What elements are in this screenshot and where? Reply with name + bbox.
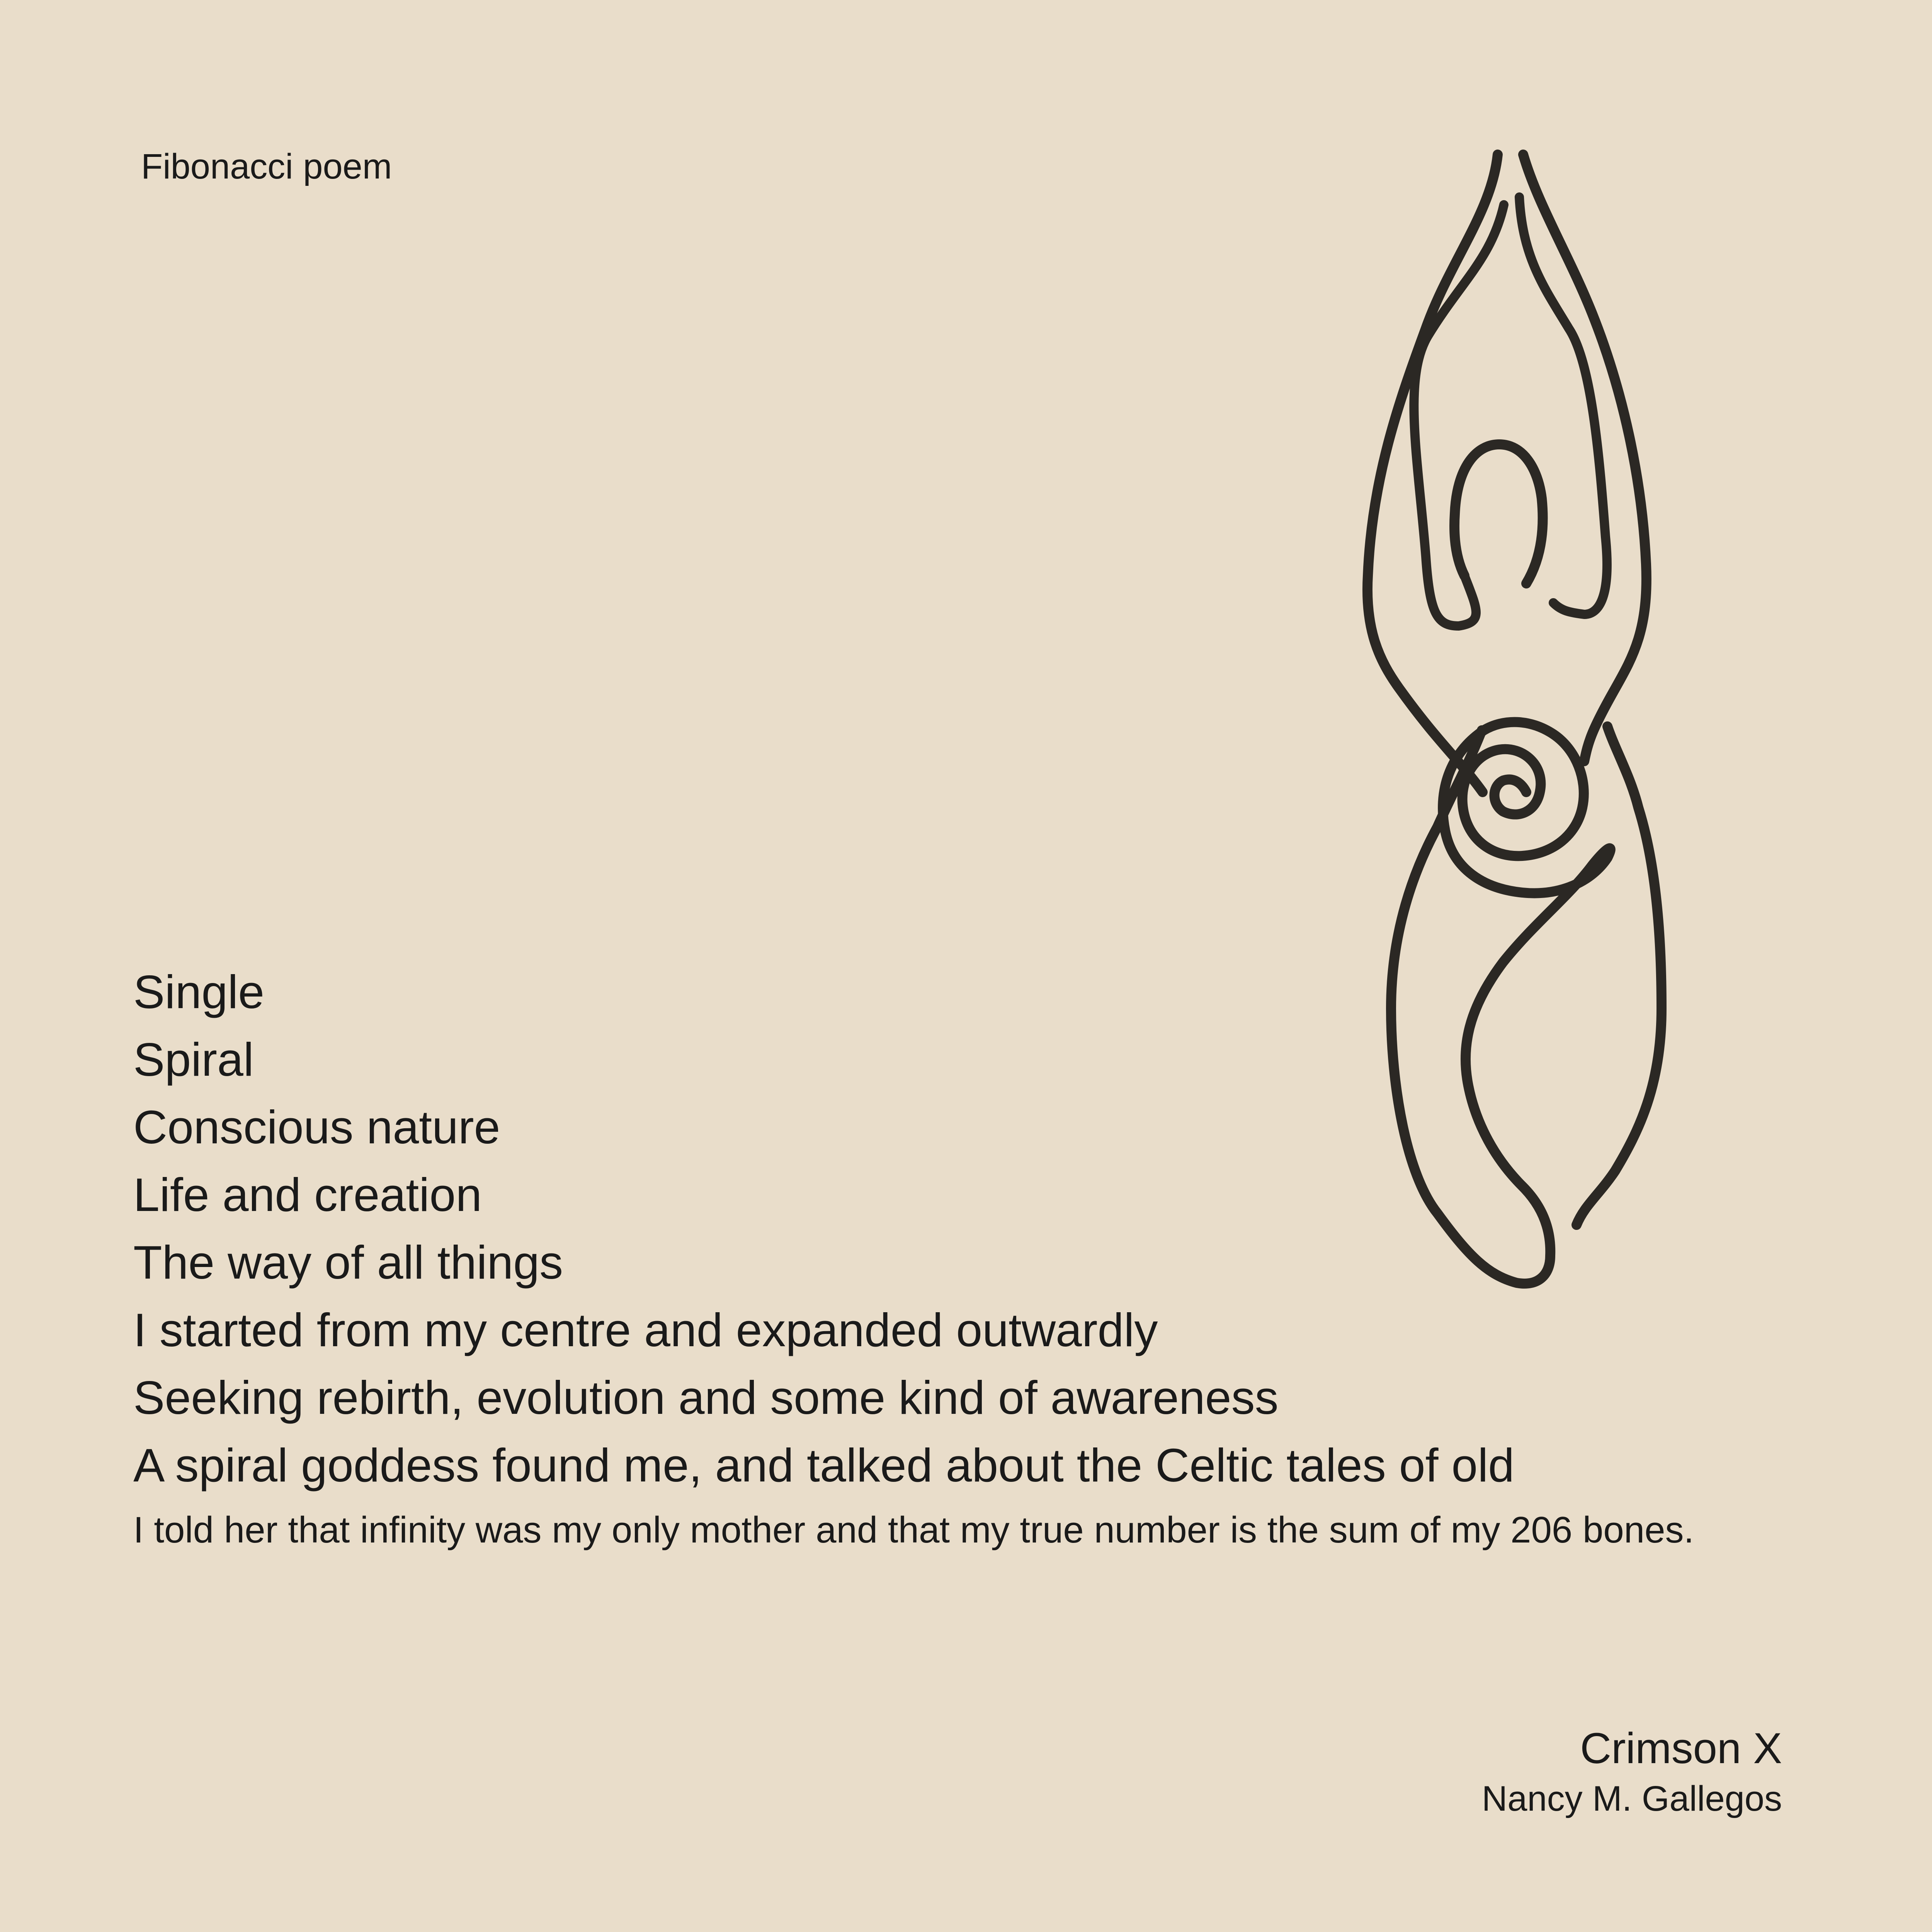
right-arm-outer-stroke xyxy=(1523,155,1646,761)
poem-line-3: Conscious nature xyxy=(133,1101,500,1153)
poem-line-9: I told her that infinity was my only mother and that my true number is the sum of my 206 bones. xyxy=(133,1509,1694,1551)
poem-line-5: The way of all things xyxy=(133,1236,563,1289)
head-stroke xyxy=(1454,444,1543,583)
poem-line-6: I started from my centre and expanded outwardly xyxy=(133,1304,1158,1356)
poem-line-8: A spiral goddess found me, and talked about the Celtic tales of old xyxy=(133,1439,1515,1492)
poem-type-label: Fibonacci poem xyxy=(141,147,392,186)
poem-line-1: Single xyxy=(133,966,265,1018)
poem-line-2: Spiral xyxy=(133,1033,254,1086)
pen-name: Crimson X xyxy=(1580,1724,1782,1772)
poem-line-4: Life and creation xyxy=(133,1168,482,1221)
poem-line-7: Seeking rebirth, evolution and some kind of awareness xyxy=(133,1371,1279,1424)
signature-block xyxy=(1482,1721,1782,1822)
left-arm-outer-stroke xyxy=(1367,155,1498,792)
author-name: Nancy M. Gallegos xyxy=(1481,1779,1782,1818)
poem-body xyxy=(133,958,1853,1559)
